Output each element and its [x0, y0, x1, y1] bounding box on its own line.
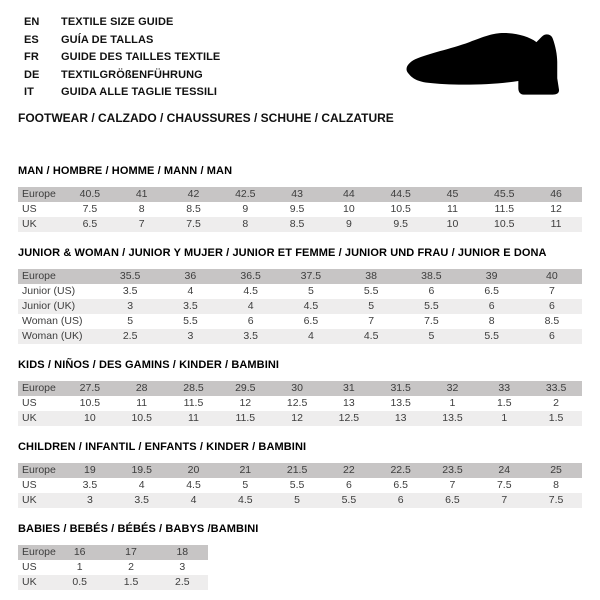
- size-value-cell: 2.5: [122, 330, 138, 342]
- size-table-row: [18, 411, 582, 426]
- size-value-cell: 5.5: [289, 479, 305, 491]
- size-value-cell: 36: [184, 270, 197, 282]
- size-value-cell: 7: [548, 285, 555, 297]
- size-value-cell: 23.5: [442, 464, 463, 476]
- size-table-row: [18, 478, 582, 493]
- size-value-cell: 8.5: [544, 315, 560, 327]
- size-value-cell: 2: [128, 561, 134, 573]
- size-value-cell: 8.5: [186, 203, 201, 215]
- size-value-cell: 13: [343, 397, 355, 409]
- size-value-cell: 8: [553, 479, 559, 491]
- size-value-cell: 12.5: [338, 412, 360, 424]
- language-code: IT: [24, 86, 34, 98]
- size-value-cell: 9.5: [289, 203, 305, 215]
- size-value-cell: 7: [368, 315, 375, 327]
- size-table-row: [18, 396, 582, 411]
- size-value-cell: 11.5: [494, 203, 515, 215]
- size-value-cell: 6: [488, 300, 495, 312]
- size-value-cell: 13: [394, 412, 407, 424]
- size-table-row: [18, 381, 582, 396]
- row-label: UK: [22, 412, 37, 424]
- table-title: JUNIOR & WOMAN / JUNIOR Y MUJER / JUNIOR ET FEMME / JUNIOR UND FRAU / JUNIOR E DONA: [18, 246, 547, 259]
- table-title: MAN / HOMBRE / HOMME / MANN / MAN: [18, 164, 233, 177]
- size-value-cell: 36.5: [240, 270, 261, 282]
- size-value-cell: 7.5: [186, 218, 201, 230]
- size-value-cell: 5.5: [363, 285, 379, 297]
- size-value-cell: 5.5: [484, 330, 499, 342]
- size-value-cell: 9: [345, 218, 352, 230]
- row-label: Junior (US): [22, 285, 76, 297]
- size-table-row: [18, 299, 582, 314]
- size-value-cell: 30: [291, 382, 303, 394]
- man-size-section: [18, 165, 582, 232]
- size-value-cell: 7: [138, 218, 145, 230]
- size-table-row: [18, 329, 582, 344]
- size-value-cell: 7.5: [496, 479, 512, 491]
- size-value-cell: 6: [548, 300, 555, 312]
- category-heading: FOOTWEAR / CALZADO / CHAUSSURES / SCHUHE / CALZATURE: [18, 110, 394, 125]
- size-value-cell: 4: [247, 300, 254, 312]
- size-value-cell: 11: [447, 203, 458, 215]
- size-value-cell: 24: [498, 464, 511, 476]
- size-value-cell: 10: [343, 203, 355, 215]
- size-value-cell: 3: [187, 330, 194, 342]
- junior-woman-size-table: [18, 269, 582, 344]
- size-value-cell: 5.5: [183, 315, 198, 327]
- table-title: KIDS / NIÑOS / DES GAMINS / KINDER / BAMBINI: [18, 358, 280, 371]
- size-value-cell: 6: [428, 285, 435, 297]
- size-value-cell: 6.5: [82, 218, 98, 230]
- size-tables: [18, 165, 582, 590]
- size-value-cell: 8: [138, 203, 145, 215]
- row-label: Europe: [22, 270, 56, 282]
- table-title: CHILDREN / INFANTIL / ENFANTS / KINDER / BAMBINI: [18, 440, 307, 453]
- size-table-row: [18, 202, 582, 217]
- row-label: US: [22, 397, 37, 409]
- size-value-cell: 4.5: [303, 300, 319, 312]
- size-value-cell: 28: [135, 382, 148, 394]
- size-value-cell: 31: [343, 382, 355, 394]
- size-value-cell: 3: [179, 561, 186, 573]
- size-table-row: [18, 560, 208, 575]
- size-value-cell: 5: [368, 300, 375, 312]
- size-value-cell: 45.5: [494, 188, 515, 200]
- size-value-cell: 16: [73, 546, 86, 558]
- size-value-cell: 0.5: [72, 576, 87, 588]
- row-label: Woman (US): [22, 315, 83, 327]
- size-value-cell: 25: [550, 464, 562, 476]
- row-label: Europe: [22, 546, 56, 558]
- kids-size-table: [18, 381, 582, 426]
- size-value-cell: 12: [291, 412, 303, 424]
- size-value-cell: 6.5: [445, 494, 460, 506]
- size-value-cell: 45: [446, 188, 459, 200]
- size-table-row: [18, 575, 208, 590]
- size-value-cell: 37.5: [300, 270, 322, 282]
- size-table-row: [18, 187, 582, 202]
- size-table-row: [18, 269, 582, 284]
- size-value-cell: 13.5: [442, 412, 463, 424]
- size-value-cell: 10.5: [494, 218, 515, 230]
- language-code: EN: [24, 16, 40, 28]
- size-value-cell: 3: [86, 494, 93, 506]
- size-value-cell: 8: [488, 315, 495, 327]
- size-value-cell: 32: [446, 382, 459, 394]
- size-value-cell: 44.5: [390, 188, 411, 200]
- size-value-cell: 28.5: [183, 382, 204, 394]
- size-value-cell: 7.5: [82, 203, 98, 215]
- size-value-cell: 6: [247, 315, 254, 327]
- size-value-cell: 3.5: [122, 285, 138, 297]
- row-label: Europe: [22, 464, 56, 476]
- size-value-cell: 5: [127, 315, 134, 327]
- size-value-cell: 4.5: [237, 494, 253, 506]
- size-table-row: [18, 493, 582, 508]
- language-code: DE: [24, 68, 40, 81]
- size-table-row: [18, 545, 208, 560]
- size-value-cell: 3.5: [183, 300, 198, 312]
- size-value-cell: 7: [449, 479, 456, 491]
- size-value-cell: 10.5: [79, 397, 101, 409]
- size-value-cell: 40.5: [79, 188, 101, 200]
- size-value-cell: 8: [242, 218, 249, 230]
- size-value-cell: 3.5: [82, 479, 98, 491]
- size-value-cell: 4: [138, 479, 145, 491]
- size-table-row: [18, 314, 582, 329]
- size-value-cell: 8.5: [289, 218, 305, 230]
- language-title: TEXTILE SIZE GUIDE: [61, 16, 174, 28]
- size-value-cell: 11: [136, 397, 148, 409]
- size-value-cell: 20: [187, 464, 200, 476]
- size-value-cell: 21.5: [286, 464, 308, 476]
- size-value-cell: 6: [345, 479, 352, 491]
- size-value-cell: 11.5: [235, 412, 256, 424]
- size-value-cell: 5: [242, 479, 249, 491]
- size-value-cell: 11: [550, 218, 562, 230]
- size-value-cell: 19.5: [131, 464, 152, 476]
- size-value-cell: 4: [307, 330, 314, 342]
- size-value-cell: 5.5: [424, 300, 439, 312]
- row-label: US: [22, 203, 37, 215]
- size-value-cell: 18: [176, 546, 189, 558]
- size-value-cell: 7.5: [424, 315, 439, 327]
- size-value-cell: 29.5: [235, 382, 256, 394]
- row-label: UK: [22, 576, 37, 588]
- size-table-row: [18, 217, 582, 232]
- size-value-cell: 4.5: [363, 330, 379, 342]
- size-value-cell: 2: [553, 397, 559, 409]
- babies-size-section: [18, 523, 582, 590]
- size-value-cell: 42.5: [235, 188, 256, 200]
- size-value-cell: 33.5: [545, 382, 567, 394]
- row-label: Woman (UK): [22, 330, 83, 342]
- size-value-cell: 10: [446, 218, 459, 230]
- size-value-cell: 31.5: [390, 382, 411, 394]
- dress-shoe-icon: [402, 24, 584, 100]
- size-value-cell: 12.5: [286, 397, 308, 409]
- size-value-cell: 1.5: [548, 412, 564, 424]
- size-value-cell: 42: [187, 188, 200, 200]
- children-size-section: [18, 441, 582, 508]
- size-value-cell: 11.5: [183, 397, 204, 409]
- size-value-cell: 39: [485, 270, 498, 282]
- size-table-row: [18, 284, 582, 299]
- size-value-cell: 11: [188, 412, 199, 424]
- size-value-cell: 2.5: [175, 576, 190, 588]
- size-table-row: [18, 463, 582, 478]
- size-value-cell: 6: [397, 494, 404, 506]
- size-value-cell: 12: [239, 397, 252, 409]
- size-value-cell: 6.5: [303, 315, 319, 327]
- size-value-cell: 1.5: [123, 576, 139, 588]
- row-label: Junior (UK): [22, 300, 76, 312]
- size-value-cell: 21: [239, 464, 252, 476]
- size-value-cell: 6: [548, 330, 555, 342]
- size-value-cell: 10.5: [390, 203, 411, 215]
- size-value-cell: 5.5: [341, 494, 357, 506]
- size-value-cell: 3: [127, 300, 134, 312]
- size-value-cell: 19: [84, 464, 96, 476]
- size-value-cell: 35.5: [119, 270, 141, 282]
- language-title: GUIDA ALLE TAGLIE TESSILI: [61, 86, 218, 98]
- size-value-cell: 38.5: [421, 270, 442, 282]
- language-code: ES: [24, 33, 39, 46]
- language-title: GUÍA DE TALLAS: [61, 33, 154, 46]
- row-label: Europe: [22, 382, 56, 394]
- row-label: UK: [22, 218, 37, 230]
- size-value-cell: 4: [187, 285, 194, 297]
- size-value-cell: 13.5: [390, 397, 411, 409]
- size-value-cell: 6.5: [393, 479, 408, 491]
- junior-woman-size-section: [18, 247, 582, 344]
- size-value-cell: 5: [307, 285, 314, 297]
- size-value-cell: 22.5: [390, 464, 411, 476]
- language-title: TEXTILGRÖßENFÜHRUNG: [61, 68, 203, 81]
- size-value-cell: 43: [291, 188, 303, 200]
- size-value-cell: 10.5: [131, 412, 152, 424]
- size-value-cell: 9: [242, 203, 249, 215]
- size-value-cell: 5: [428, 330, 435, 342]
- size-value-cell: 7: [501, 494, 508, 506]
- size-value-cell: 1: [76, 561, 83, 573]
- size-value-cell: 9.5: [393, 218, 408, 230]
- size-value-cell: 7.5: [548, 494, 564, 506]
- children-size-table: [18, 463, 582, 508]
- size-value-cell: 4.5: [186, 479, 201, 491]
- row-label: UK: [22, 494, 37, 506]
- babies-size-table: [18, 545, 208, 590]
- table-title: BABIES / BEBÉS / BÉBÉS / BABYS /BAMBINI: [18, 522, 259, 535]
- size-value-cell: 6.5: [484, 285, 499, 297]
- size-value-cell: 33: [498, 382, 511, 394]
- language-title: GUIDE DES TAILLES TEXTILE: [61, 51, 221, 63]
- size-value-cell: 1: [501, 412, 508, 424]
- kids-size-section: [18, 359, 582, 426]
- row-label: US: [22, 561, 37, 573]
- size-value-cell: 4.5: [243, 285, 258, 297]
- size-value-cell: 12: [550, 203, 562, 215]
- size-value-cell: 22: [343, 464, 355, 476]
- size-value-cell: 38: [365, 270, 377, 282]
- size-value-cell: 3.5: [134, 494, 149, 506]
- size-value-cell: 41: [135, 188, 148, 200]
- size-value-cell: 4: [190, 494, 197, 506]
- row-label: US: [22, 479, 37, 491]
- man-size-table: [18, 187, 582, 232]
- row-label: Europe: [22, 188, 56, 200]
- size-value-cell: 1.5: [496, 397, 512, 409]
- size-value-cell: 3.5: [243, 330, 258, 342]
- size-value-cell: 44: [343, 188, 355, 200]
- size-value-cell: 1: [449, 397, 456, 409]
- size-value-cell: 10: [84, 412, 96, 424]
- size-value-cell: 46: [550, 188, 562, 200]
- size-value-cell: 17: [125, 546, 137, 558]
- size-value-cell: 5: [294, 494, 300, 506]
- language-code: FR: [24, 51, 39, 63]
- size-value-cell: 27.5: [79, 382, 101, 394]
- size-value-cell: 40: [546, 270, 558, 282]
